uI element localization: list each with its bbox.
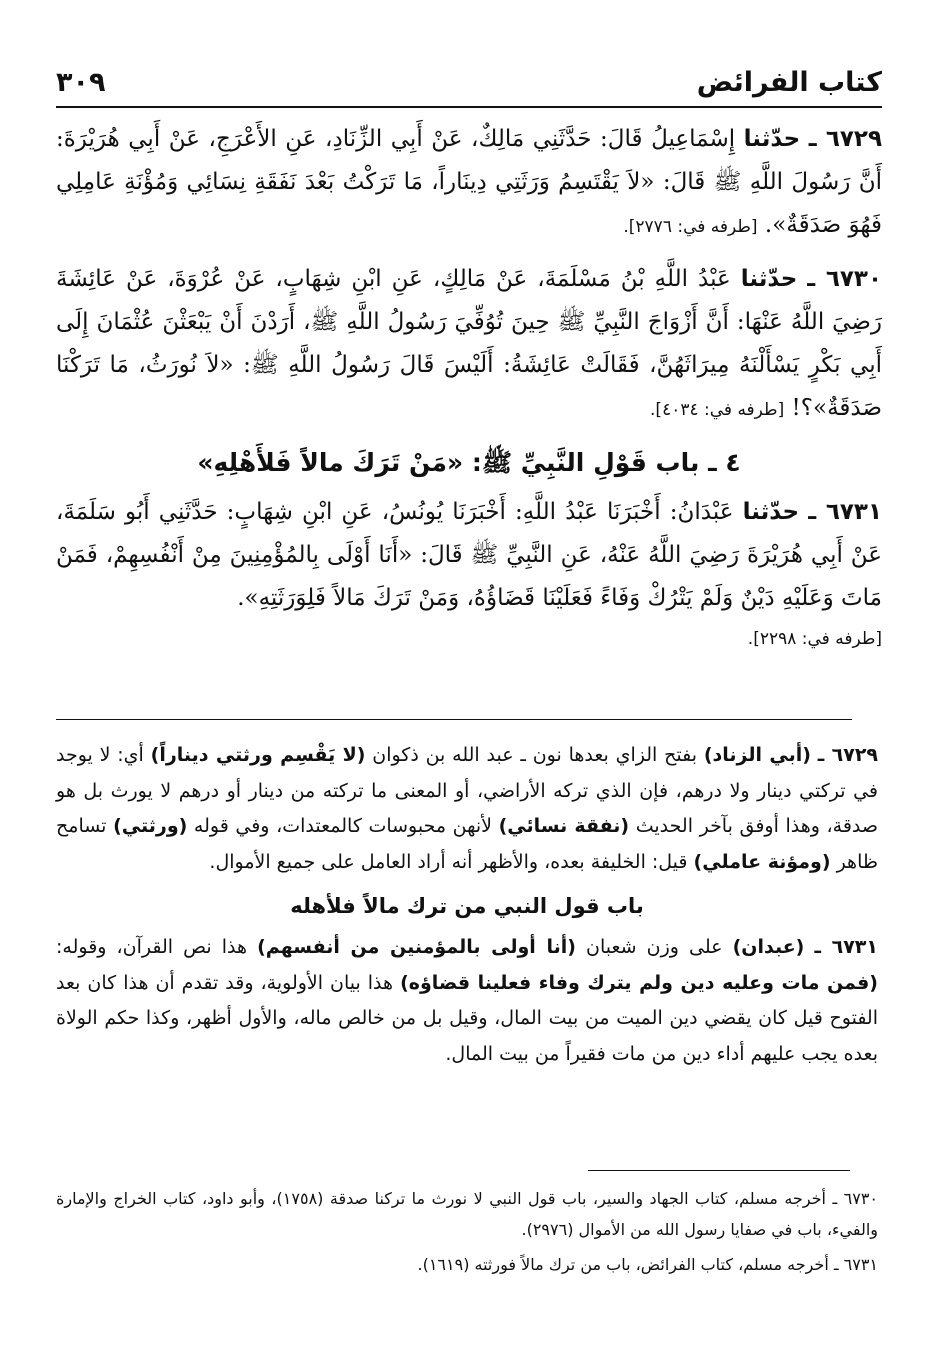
hadith-text-section [56,118,882,655]
narration-keyword: حدّثنا [742,499,800,525]
commentary-6729 [56,738,878,880]
section-divider [56,719,852,720]
commentary-text: على وزن شعبان [586,936,723,958]
commentary-quote: (ورثتي) [113,815,188,837]
commentary-quote: (أبي الزناد) [703,744,811,766]
commentary-quote: (عبدان) [732,936,805,958]
commentary-quote: (نفقة نسائي) [498,815,630,837]
footnote-divider [588,1170,850,1171]
footnotes-section [56,1183,878,1284]
commentary-number: ٦٧٣١ ـ [814,936,878,958]
commentary-quote: (فمن مات وعليه دين ولم يترك وفاء فعلينا قضاؤه) [400,971,878,994]
hadith-number: ٦٧٢٩ ـ [808,126,883,152]
commentary-quote: (أنا أولى بالمؤمنين من أنفسهم) [257,936,576,958]
commentary-quote: (ومؤنة عاملي) [693,850,831,873]
hadith-number: ٦٧٣١ ـ [808,499,883,525]
cross-reference: [طرفه في: ٤٠٣٤]. [650,400,785,420]
cross-reference: [طرفه في: ٢٧٧٦]. [623,217,758,237]
commentary-6731 [56,930,878,1072]
commentary-chapter-heading: باب قول النبي من ترك مالاً فلأهله [290,894,644,918]
hadith-body: عَبْدُ اللَّهِ بْنُ مَسْلَمَةَ، عَنْ مَالِكٍ، عَنِ ابْنِ شِهَابٍ، عَنْ عُرْوَةَ، عَنْ عَائِشَةَ رَضِيَ اللَّهُ عَنْهَا: أَنَّ أَزْوَاجَ النَّبِيِّ ﷺ حِينَ تُوُفِّيَ رَسُولُ اللَّهِ ﷺ، أَرَدْنَ أَنْ يَبْعَثْنَ عُثْمَانَ إِلَى أَبِي بَكْرٍ يَسْأَلْنَهُ مِيرَاثَهُنَّ، فَقَالَتْ عَائِشَةُ: أَلَيْسَ قَالَ رَسُولُ اللَّهِ ﷺ: «لاَ نُورَثُ، مَا تَرَكْنَا صَدَقَةٌ»؟! [56,266,882,421]
page-number: ٣٠٩ [56,66,106,98]
commentary-text: هذا بيان الأولوية، وقد تقدم أن هذا كان بعد الفتوح قيل كان يقضي دين الميت من بيت المال، وقيل بل من خالص ماله، والأول أظهر، وكذا حكم الولاة بعده يجب عليهم أداء دين من مات فقيراً من بيت المال. [56,971,878,1065]
commentary-quote: (لا يَقْسِم ورثتي ديناراً) [150,744,366,766]
footnote: ٦٧٣١ ـ أخرجه مسلم، كتاب الفرائض، باب من ترك مالاً فورثته (١٦١٩). [417,1255,878,1274]
hadith-6731 [56,491,882,620]
narration-keyword: حدّثنا [743,126,801,152]
commentary-section [56,738,878,1072]
commentary-text: أي: لا يوجد في تركتي دينار ولا درهم، فإن الذي تركه الأراضي، أو المعنى ما تركته من دينار أو درهم لا يورث بل هو صدقة، وهذا أوفق بآخر الحديث [56,744,879,837]
commentary-text: بفتح الزاي بعدها نون ـ عبد الله بن ذكوان [372,744,698,766]
footnote: ٦٧٣٠ ـ أخرجه مسلم، كتاب الجهاد والسير، باب قول النبي لا نورث ما تركنا صدقة (١٧٥٨)، وأبو داود، كتاب الخراج والإمارة والفيء، باب في صفايا رسول الله من الأموال (٢٩٧٦). [56,1189,879,1239]
commentary-text: تسامح ظاهر [56,815,878,873]
commentary-text: لأنهن محبوسات كالمعتدات، وفي قوله [193,815,492,837]
hadith-6730 [56,258,882,432]
hadith-body: عَبْدَانُ: أَخْبَرَنَا عَبْدُ اللَّهِ: أَخْبَرَنَا يُونُسُ، عَنِ ابْنِ شِهَابٍ: حَدَّثَنِي أَبُو سَلَمَةَ، عَنْ أَبِي هُرَيْرَةَ رَضِيَ اللَّهُ عَنْهُ، عَنِ النَّبِيِّ ﷺ قَالَ: «أَنَا أَوْلَى بِالمُؤْمِنِينَ مِنْ أَنْفُسِهِمْ، فَمَنْ مَاتَ وَعَلَيْهِ دَيْنٌ وَلَمْ يَتْرُكْ وَفَاءً فَعَلَيْنَا قَضَاؤُهُ، وَمَنْ تَرَكَ مَالاً فَلِوَرَثَتِهِ». [56,499,882,611]
commentary-text: هذا نص القرآن، وقوله: [56,936,248,958]
hadith-number: ٦٧٣٠ ـ [807,266,883,292]
cross-reference: [طرفه في: ٢٢٩٨]. [747,629,882,649]
commentary-number: ٦٧٢٩ ـ [817,744,879,766]
chapter-heading: ٤ ـ باب قَوْلِ النَّبِيِّ ﷺ: «مَنْ تَرَكَ مالاً فَلأَهْلِهِ» [197,448,741,477]
hadith-6729 [56,118,882,249]
narration-keyword: حدّثنا [740,266,798,292]
book-title: كتاب الفرائض [696,66,882,98]
page-header [56,58,882,108]
commentary-text: قيل: الخليفة بعده، والأظهر أنه أراد العامل على جميع الأموال. [209,850,688,873]
hadith-body: إِسْمَاعِيلُ قَالَ: حَدَّثَنِي مَالِكٌ، عَنْ أَبِي الزِّنَادِ، عَنِ الأَعْرَجِ، عَنْ أَبِي هُرَيْرَةَ: أَنَّ رَسُولَ اللَّهِ ﷺ قَالَ: «لاَ يَقْتَسِمُ وَرَثَتِي دِينَاراً، مَا تَرَكْتُ بَعْدَ نَفَقَةِ نِسَائِي وَمُؤْنَةِ عَامِلِي فَهُوَ صَدَقَةٌ». [56,126,882,238]
